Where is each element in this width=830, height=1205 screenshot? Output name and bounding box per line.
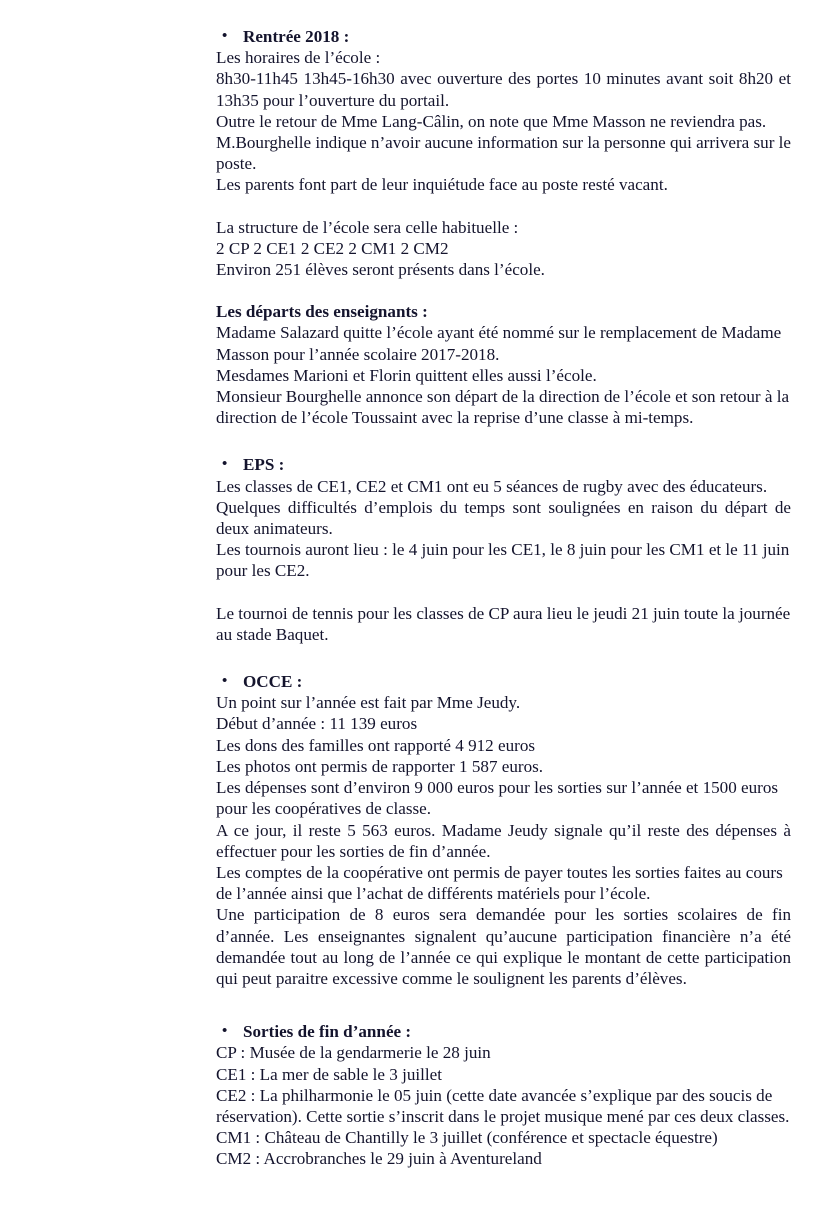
- paragraph: Environ 251 élèves seront présents dans l’école.: [216, 260, 545, 280]
- paragraph: Les horaires de l’école :: [216, 48, 381, 68]
- section-heading-text: Sorties de fin d’année :: [243, 1022, 412, 1042]
- bullet-icon: •: [222, 673, 228, 690]
- section-heading-eps: [216, 454, 791, 475]
- spacer: [216, 989, 791, 1021]
- paragraph: Début d’année : 11 139 euros: [216, 714, 418, 734]
- paragraph: Le tournoi de tennis pour les classes de CP aura lieu le jeudi 21 juin toute la journée au stade Baquet.: [216, 603, 791, 644]
- spacer: [216, 582, 791, 603]
- document-body: [216, 26, 791, 1170]
- section-heading-text: OCCE :: [243, 672, 303, 692]
- paragraph: Les tournois auront lieu : le 4 juin pour les CE1, le 8 juin pour les CM1 et le 11 juin pour les CE2.: [216, 540, 790, 581]
- section-heading-sorties: [216, 1021, 791, 1042]
- paragraph: 2 CP 2 CE1 2 CE2 2 CM1 2 CM2: [216, 238, 449, 258]
- paragraph: Monsieur Bourghelle annonce son départ de la direction de l’école et son retour à la direction de l’école Toussaint avec la reprise d’une classe à mi-temps.: [216, 387, 790, 428]
- paragraph: Une participation de 8 euros sera demandée pour les sorties scolaires de fin d’année. Les enseignantes signalent qu’aucune participation financière n’a été demandée tout au long de l’année ce qui explique le montant de cette participation qui peut paraitre excessive comme le soulignent les parents d’élèves.: [216, 905, 791, 988]
- section-heading-rentree: [216, 26, 791, 47]
- paragraph: Outre le retour de Mme Lang-Câlin, on note que Mme Masson ne reviendra pas.: [216, 111, 767, 131]
- paragraph: CP : Musée de la gendarmerie le 28 juin: [216, 1043, 491, 1063]
- paragraph: Les photos ont permis de rapporter 1 587 euros.: [216, 756, 544, 776]
- paragraph: CM2 : Accrobranches le 29 juin à Aventureland: [216, 1149, 542, 1169]
- section-heading-text: EPS :: [243, 455, 285, 475]
- paragraph: CE2 : La philharmonie le 05 juin (cette date avancée s’explique par des soucis de réservation). Cette sortie s’inscrit dans le projet musique mené par ces deux classes.: [216, 1085, 790, 1126]
- spacer: [216, 428, 791, 454]
- paragraph: Quelques difficultés d’emplois du temps sont soulignées en raison du départ de deux animateurs.: [216, 497, 791, 539]
- section-departs: [216, 301, 791, 428]
- section-heading-departs: Les départs des enseignants :: [216, 302, 428, 322]
- spacer: [216, 196, 791, 217]
- paragraph: La structure de l’école sera celle habituelle :: [216, 217, 519, 237]
- paragraph: Les parents font part de leur inquiétude face au poste resté vacant.: [216, 175, 668, 195]
- section-heading-occe: [216, 671, 791, 692]
- section-sorties: [216, 1021, 791, 1169]
- paragraph: CE1 : La mer de sable le 3 juillet: [216, 1064, 442, 1084]
- paragraph: 8h30-11h45 13h45-16h30 avec ouverture des portes 10 minutes avant soit 8h20 et 13h35 pour l’ouverture du portail.: [216, 69, 791, 110]
- section-occe: [216, 671, 791, 989]
- bullet-icon: •: [222, 1023, 228, 1040]
- paragraph: A ce jour, il reste 5 563 euros. Madame Jeudy signale qu’il reste des dépenses à effectuer pour les sorties de fin d’année.: [216, 820, 791, 861]
- paragraph: M.Bourghelle indique n’avoir aucune information sur la personne qui arrivera sur le poste.: [216, 133, 792, 174]
- paragraph: Les dons des familles ont rapporté 4 912 euros: [216, 735, 536, 755]
- spacer: [216, 280, 791, 301]
- paragraph: Mesdames Marioni et Florin quittent elles aussi l’école.: [216, 365, 597, 385]
- paragraph: Les classes de CE1, CE2 et CM1 ont eu 5 séances de rugby avec des éducateurs.: [216, 476, 768, 496]
- paragraph: CM1 : Château de Chantilly le 3 juillet (conférence et spectacle équestre): [216, 1128, 718, 1148]
- section-eps: [216, 454, 791, 645]
- section-rentree: [216, 26, 791, 280]
- paragraph: Madame Salazard quitte l’école ayant été nommé sur le remplacement de Madame Masson pour l’année scolaire 2017-2018.: [216, 323, 782, 364]
- bullet-icon: •: [222, 456, 228, 473]
- paragraph: Un point sur l’année est fait par Mme Jeudy.: [216, 693, 521, 713]
- paragraph: Les comptes de la coopérative ont permis de payer toutes les sorties faites au cours de l’année ainsi que l’achat de différents matériels pour l’école.: [216, 862, 783, 904]
- spacer: [216, 645, 791, 671]
- paragraph: Les dépenses sont d’environ 9 000 euros pour les sorties sur l’année et 1500 euros pour les coopératives de classe.: [216, 778, 779, 819]
- section-heading-text: Rentrée 2018 :: [243, 27, 350, 46]
- bullet-icon: •: [222, 28, 228, 44]
